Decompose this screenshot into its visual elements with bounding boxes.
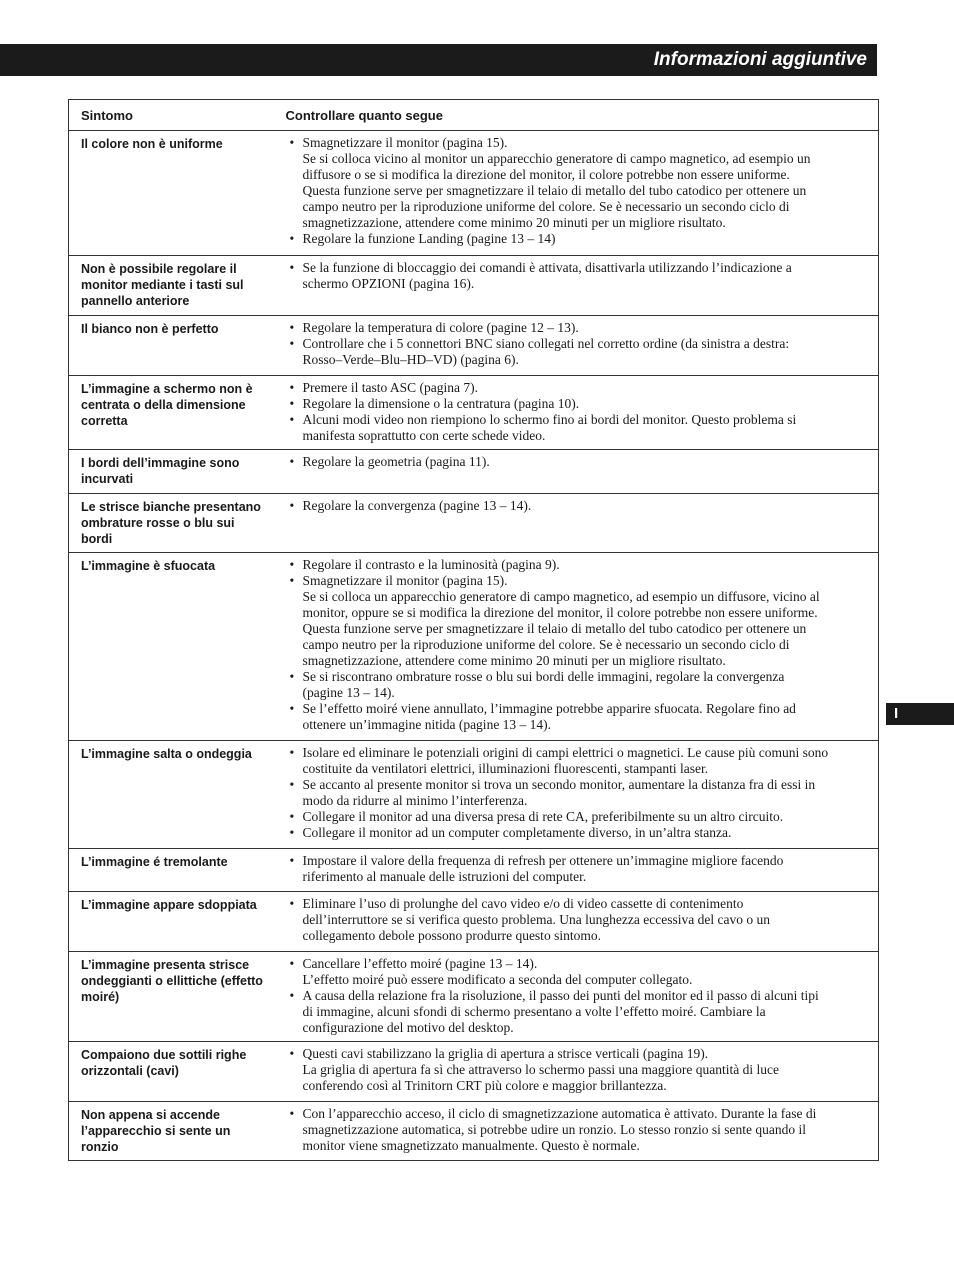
check-list <box>290 498 879 514</box>
check-line: Impostare il valore della frequenza di refresh per ottenere un’immagine migliore facendo <box>302 853 784 868</box>
symptom-cell: L’immagine presenta strisce ondeggianti o ellittiche (effetto moiré) <box>69 952 273 1042</box>
symptom-cell: Il bianco non è perfetto <box>69 316 273 376</box>
check-list <box>290 320 879 368</box>
check-list <box>290 853 879 885</box>
check-line: schermo OPZIONI (pagina 16). <box>302 276 475 291</box>
check-item <box>290 231 879 247</box>
check-line: conferendo così al Trinitorn CRT più colore e maggior brillantezza. <box>302 1078 667 1093</box>
check-item <box>290 853 879 885</box>
check-item <box>290 988 879 1036</box>
symptom-cell: Il colore non è uniforme <box>69 131 273 256</box>
symptom-cell: L’immagine è sfuocata <box>69 553 273 741</box>
check-line: Collegare il monitor ad una diversa presa di rete CA, preferibilmente su un altro circuito. <box>302 809 784 824</box>
check-line: Questa funzione serve per smagnetizzare il telaio di metallo del tubo catodico per ottenere un <box>302 183 807 198</box>
check-line: Smagnetizzare il monitor (pagina 15). <box>302 573 508 588</box>
table-row <box>69 376 879 450</box>
table-row <box>69 741 879 849</box>
check-line: Regolare la funzione Landing (pagine 13 – 14) <box>302 231 556 246</box>
table-header-row <box>69 100 879 131</box>
page-title: Informazioni aggiuntive <box>653 49 867 70</box>
table-row <box>69 494 879 553</box>
check-item <box>290 573 879 669</box>
check-cell <box>273 256 879 316</box>
check-line: manifesta soprattutto con certe schede video. <box>302 428 546 443</box>
check-item <box>290 1106 879 1154</box>
table-row <box>69 952 879 1042</box>
check-cell <box>273 450 879 494</box>
check-item <box>290 896 879 944</box>
check-line: smagnetizzazione, attendere come minimo 20 minuti per un migliore risultato. <box>302 215 726 230</box>
check-line: Regolare la geometria (pagina 11). <box>302 454 490 469</box>
check-item <box>290 454 879 470</box>
header-controllare: Controllare quanto segue <box>273 100 879 131</box>
symptom-cell: Non è possibile regolare il monitor mediante i tasti sul pannello anteriore <box>69 256 273 316</box>
check-line: Se si colloca un apparecchio generatore di campo magnetico, ad esempio un diffusore, vicino al <box>302 589 820 604</box>
check-cell <box>273 1102 879 1161</box>
check-item <box>290 825 879 841</box>
check-line: configurazione del motivo del desktop. <box>302 1020 514 1035</box>
check-line: dell’interruttore se si verifica questo problema. Una lunghezza eccessiva del cavo o un <box>302 912 770 927</box>
check-line: campo neutro per la riproduzione uniforme del colore. Se è necessario un secondo ciclo di <box>302 637 790 652</box>
check-line: Smagnetizzare il monitor (pagina 15). <box>302 135 508 150</box>
check-item <box>290 669 879 701</box>
check-item <box>290 701 879 733</box>
check-line: modo da ridurre al minimo l’interferenza. <box>302 793 528 808</box>
check-item <box>290 380 879 396</box>
symptom-cell: L’immagine appare sdoppiata <box>69 892 273 952</box>
symptom-cell: Compaiono due sottili righe orizzontali (cavi) <box>69 1042 273 1102</box>
check-line: Collegare il monitor ad un computer completamente diverso, in un’altra stanza. <box>302 825 732 840</box>
check-list <box>290 745 879 841</box>
check-line: L’effetto moiré può essere modificato a seconda del computer collegato. <box>302 972 693 987</box>
symptom-cell: L’immagine é tremolante <box>69 849 273 892</box>
table-row <box>69 892 879 952</box>
check-cell <box>273 1042 879 1102</box>
check-line: riferimento al manuale delle istruzioni del computer. <box>302 869 587 884</box>
check-list <box>290 896 879 944</box>
check-item <box>290 396 879 412</box>
check-cell <box>273 376 879 450</box>
check-line: Se si colloca vicino al monitor un apparecchio generatore di campo magnetico, ad esempio un <box>302 151 811 166</box>
check-item <box>290 498 879 514</box>
check-line: Regolare la dimensione o la centratura (pagina 10). <box>302 396 580 411</box>
check-list <box>290 956 879 1036</box>
check-line: campo neutro per la riproduzione uniforme del colore. Se è necessario un secondo ciclo di <box>302 199 790 214</box>
check-line: smagnetizzazione automatica, si potrebbe udire un ronzio. Lo stesso ronzio si sente quando il <box>302 1122 806 1137</box>
check-line: Questi cavi stabilizzano la griglia di apertura a strisce verticali (pagina 19). <box>302 1046 709 1061</box>
check-line: Regolare la temperatura di colore (pagine 12 – 13). <box>302 320 579 335</box>
check-list <box>290 135 879 247</box>
table-row <box>69 849 879 892</box>
language-tab <box>886 703 954 725</box>
check-line: di immagine, alcuni sfondi di schermo presentano a volte l’effetto moiré. Cambiare la <box>302 1004 766 1019</box>
troubleshooting-table <box>68 99 879 1161</box>
check-cell <box>273 952 879 1042</box>
check-item <box>290 809 879 825</box>
check-line: monitor, oppure se si modifica la direzione del monitor, il colore potrebbe non essere uniforme. <box>302 605 818 620</box>
check-item <box>290 745 879 777</box>
table-row <box>69 316 879 376</box>
symptom-cell: I bordi dell’immagine sono incurvati <box>69 450 273 494</box>
check-cell <box>273 892 879 952</box>
check-line: Isolare ed eliminare le potenziali origini di campi elettrici o magnetici. Le cause più comuni sono <box>302 745 829 760</box>
check-line: diffusore o se si modifica la direzione del monitor, il colore potrebbe non essere uniforme. <box>302 167 790 182</box>
check-list <box>290 1046 879 1094</box>
check-line: (pagine 13 – 14). <box>302 685 395 700</box>
check-item <box>290 956 879 988</box>
check-line: Alcuni modi video non riempiono lo schermo fino ai bordi del monitor. Questo problema si <box>302 412 797 427</box>
check-line: Eliminare l’uso di prolunghe del cavo video e/o di video cassette di contenimento <box>302 896 744 911</box>
check-line: Controllare che i 5 connettori BNC siano collegati nel corretto ordine (da sinistra a destra: <box>302 336 790 351</box>
check-cell <box>273 316 879 376</box>
check-line: A causa della relazione fra la risoluzione, il passo dei punti del monitor ed il passo di alcuni tipi <box>302 988 819 1003</box>
check-line: Se accanto al presente monitor si trova un secondo monitor, aumentare la distanza fra di essi in <box>302 777 816 792</box>
check-line: Cancellare l’effetto moiré (pagine 13 – 14). <box>302 956 538 971</box>
check-line: Se la funzione di bloccaggio dei comandi è attivata, disattivarla utilizzando l’indicazione a <box>302 260 792 275</box>
table-row <box>69 553 879 741</box>
table-row <box>69 256 879 316</box>
symptom-cell: L’immagine a schermo non è centrata o della dimensione corretta <box>69 376 273 450</box>
check-item <box>290 320 879 336</box>
check-line: collegamento debole possono produrre questo sintomo. <box>302 928 601 943</box>
check-line: ottenere un’immagine nitida (pagine 13 – 14). <box>302 717 552 732</box>
check-line: Se si riscontrano ombrature rosse o blu sui bordi delle immagini, regolare la convergenza <box>302 669 785 684</box>
check-item <box>290 412 879 444</box>
symptom-cell: Non appena si accende l’apparecchio si sente un ronzio <box>69 1102 273 1161</box>
check-cell <box>273 494 879 553</box>
symptom-cell: Le strisce bianche presentano ombrature rosse o blu sui bordi <box>69 494 273 553</box>
check-line: Questa funzione serve per smagnetizzare il telaio di metallo del tubo catodico per ottenere un <box>302 621 807 636</box>
check-cell <box>273 131 879 256</box>
header-sintomo: Sintomo <box>69 100 273 131</box>
table-row <box>69 450 879 494</box>
check-line: costituite da ventilatori elettrici, illuminazioni fluorescenti, stampanti laser. <box>302 761 709 776</box>
check-list <box>290 1106 879 1154</box>
check-cell <box>273 849 879 892</box>
check-line: Regolare la convergenza (pagine 13 – 14). <box>302 498 532 513</box>
check-list <box>290 260 879 292</box>
check-item <box>290 1046 879 1094</box>
header-bar <box>0 44 877 76</box>
symptom-cell: L’immagine salta o ondeggia <box>69 741 273 849</box>
check-item <box>290 260 879 292</box>
check-line: Se l’effetto moiré viene annullato, l’immagine potrebbe apparire sfuocata. Regolare fino ad <box>302 701 796 716</box>
check-line: smagnetizzazione, attendere come minimo 20 minuti per un migliore risultato. <box>302 653 726 668</box>
check-line: Regolare il contrasto e la luminosità (pagina 9). <box>302 557 560 572</box>
check-line: La griglia di apertura fa sì che attraverso lo schermo passi una maggiore quantità di luce <box>302 1062 779 1077</box>
check-line: Con l’apparecchio acceso, il ciclo di smagnetizzazione automatica è attivato. Durante la fase di <box>302 1106 817 1121</box>
check-item <box>290 557 879 573</box>
check-cell <box>273 553 879 741</box>
check-line: Rosso–Verde–Blu–HD–VD) (pagina 6). <box>302 352 519 367</box>
check-item <box>290 135 879 231</box>
check-item <box>290 777 879 809</box>
check-line: monitor viene smagnetizzato manualmente. Questo è normale. <box>302 1138 640 1153</box>
check-item <box>290 336 879 368</box>
table-row <box>69 1102 879 1161</box>
check-line: Premere il tasto ASC (pagina 7). <box>302 380 478 395</box>
check-list <box>290 557 879 733</box>
table-row <box>69 1042 879 1102</box>
check-list <box>290 454 879 470</box>
language-tab-label: I <box>894 705 899 722</box>
check-cell <box>273 741 879 849</box>
check-list <box>290 380 879 444</box>
table-row <box>69 131 879 256</box>
